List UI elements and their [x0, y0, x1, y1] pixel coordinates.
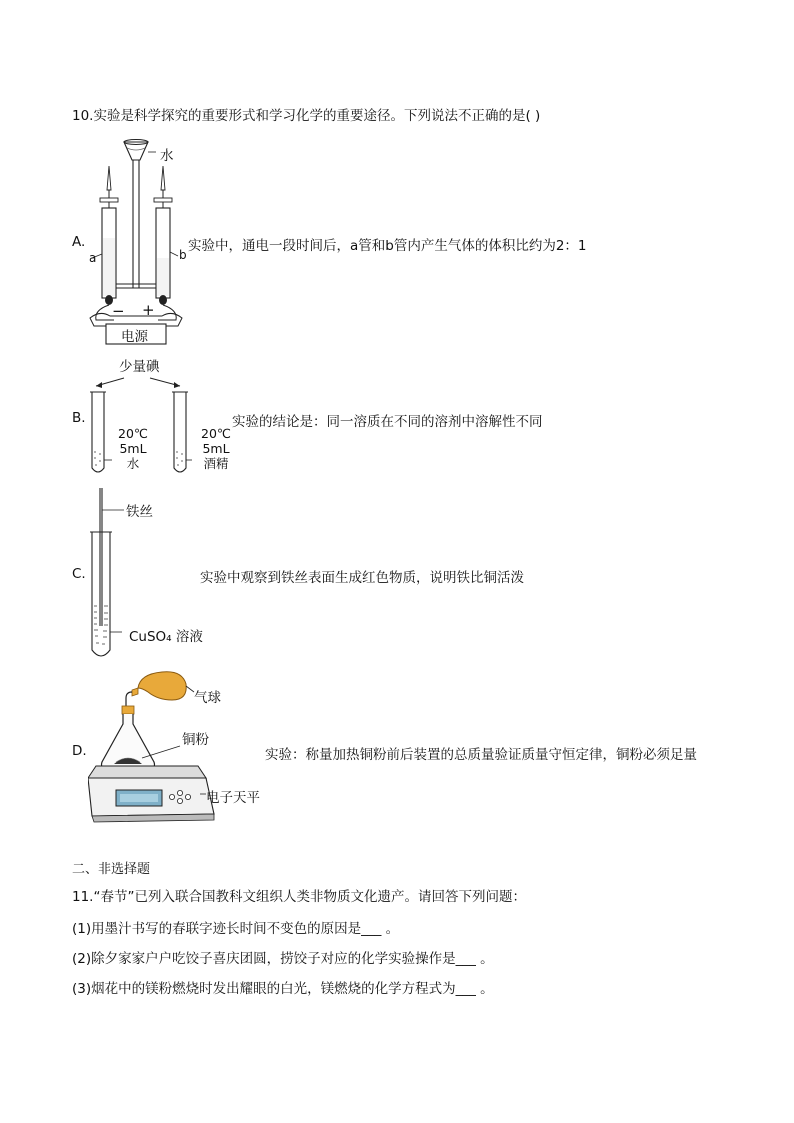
label-balloon: 气球	[194, 690, 221, 706]
tube1-solvent: 水	[126, 456, 140, 471]
label-cuso4: CuSO₄ 溶液	[129, 629, 203, 645]
label-tube-b: b	[179, 248, 187, 262]
q11-part-2: (2)除夕家家户户吃饺子喜庆团圆，捞饺子对应的化学实验操作是___ 。	[72, 951, 494, 967]
option-b-text: 实验的结论是：同一溶质在不同的溶剂中溶解性不同	[232, 414, 543, 430]
q11-part-1: (1)用墨汁书写的春联字迹长时间不变色的原因是___ 。	[72, 921, 400, 937]
tube2-labels	[199, 426, 233, 471]
option-a-letter: A.	[72, 234, 86, 250]
tube-alcohol	[174, 392, 186, 472]
label-minus: −	[112, 302, 125, 320]
tube2-volume: 5mL	[202, 441, 230, 456]
test-tube	[92, 532, 110, 656]
q11-stem: 11.“春节”已列入联合国教科文组织人类非物质文化遗产。请回答下列问题：	[72, 889, 526, 905]
label-copper-powder: 铜粉	[182, 732, 209, 748]
balance-plate	[88, 766, 206, 778]
label-plus: +	[142, 301, 155, 319]
tube2-solvent: 酒精	[203, 456, 229, 471]
label-power: 电源	[121, 329, 148, 345]
option-c-text: 实验中观察到铁丝表面生成红色物质，说明铁比铜活泼	[200, 570, 524, 586]
tube2-temp: 20℃	[201, 426, 231, 441]
label-water: 水	[160, 148, 174, 164]
tube-water	[92, 392, 104, 472]
tube1-volume: 5mL	[119, 441, 147, 456]
label-balance: 电子天平	[206, 790, 260, 806]
option-d-letter: D.	[72, 743, 87, 759]
option-c-letter: C.	[72, 566, 86, 582]
balloon	[138, 672, 186, 700]
label-tube-a: a	[89, 251, 97, 265]
q11-part-3: (3)烟花中的镁粉燃烧时发出耀眼的白光，镁燃烧的化学方程式为___ 。	[72, 981, 494, 997]
q10-stem: 10.实验是科学探究的重要形式和学习化学的重要途径。下列说法不正确的是( )	[72, 108, 541, 124]
section-title: 二、非选择题	[72, 862, 151, 877]
option-a-text: 实验中，通电一段时间后，a管和b管内产生气体的体积比约为2：1	[188, 238, 587, 254]
label-iodine: 少量碘	[119, 359, 160, 375]
label-iron-wire: 铁丝	[126, 504, 153, 520]
option-b-letter: B.	[72, 410, 86, 426]
tube1-temp: 20℃	[118, 426, 148, 441]
electrolysis-apparatus	[86, 138, 196, 348]
tube1-labels	[117, 426, 149, 471]
option-d-text: 实验：称量加热铜粉前后装置的总质量验证质量守恒定律，铜粉必须足量	[265, 747, 697, 763]
